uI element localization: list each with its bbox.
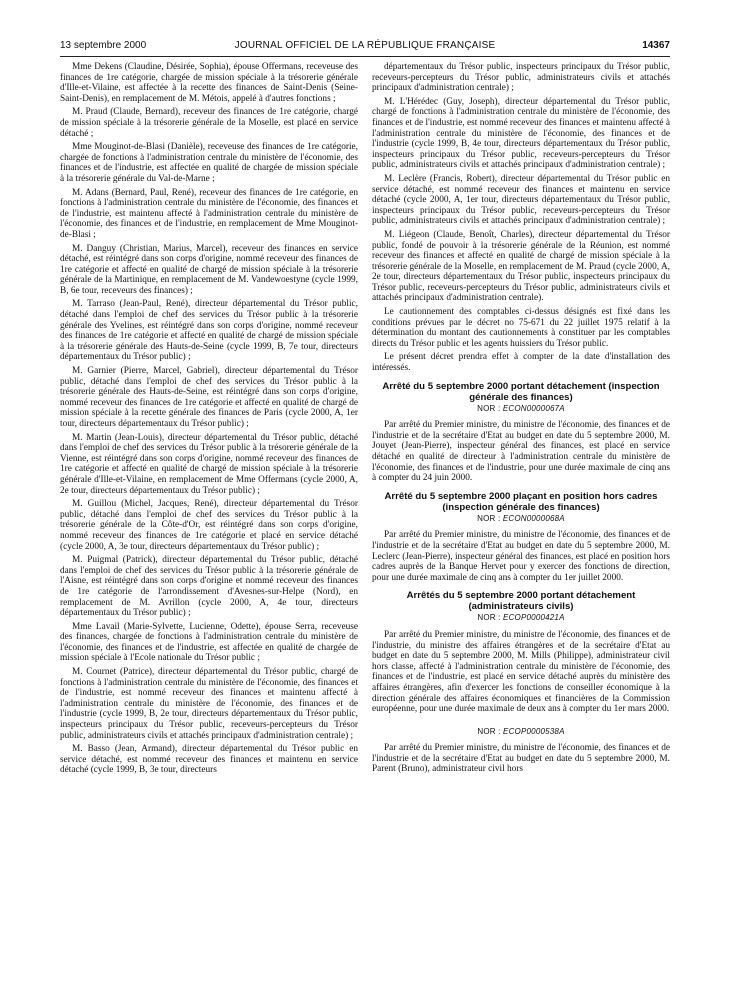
arrete-body: Par arrêté du Premier ministre, du ministre de l'économie, des finances et de l'industrie et de la secrétaire d'Etat au budget en date du 5 septembre 2000, M. Jouyet (Jean-Pierre), inspecteur général des finances, est placé en service détaché en qualité de directeur à l'administration centrale du ministère de l'économie, des finances et de l'industrie, pour une durée maximale de cinq ans à compter du 24 juin 2000. — [372, 420, 670, 484]
paragraph: Mme Dekens (Claudine, Désirée, Sophia), épouse Offermans, receveuse des finances de 1re catégorie, chargée de mission spéciale à la trésorerie générale d'Ille-et-Vilaine, est affectée à la recette des finances de Saint-Denis (Seine-Saint-Denis), en remplacement de M. Métois, appelé à d'autres fonctions ; — [60, 62, 358, 104]
nor-reference — [372, 727, 670, 738]
header-date: 13 septembre 2000 — [60, 40, 147, 51]
nor-code: ECON0000068A — [502, 513, 565, 523]
arrete-title: Arrêté du 5 septembre 2000 plaçant en position hors cadres (inspection générale des finances) — [384, 490, 658, 513]
paragraph: Le cautionnement des comptables ci-dessus désignés est fixé dans les conditions prévues par le décret no 75-671 du 22 juillet 1975 relatif à la détermination du montant des cautionnements à constituer par les comptables directs du Trésor public et les agents huissiers du Trésor public. — [372, 307, 670, 349]
arrete-section — [372, 381, 670, 484]
arrete-body: Par arrêté du Premier ministre, du ministre de l'économie, des finances et de l'industrie et de la secrétaire d'Etat au budget en date du 5 septembre 2000, M. Parent (Bruno), administrateur civil hors — [372, 743, 670, 775]
right-column — [372, 62, 670, 778]
paragraph: M. Basso (Jean, Armand), directeur départemental du Trésor public en service détaché, est nommé receveur des finances et maintenu en service détaché (cycle 1999, B, 3e tour, directeurs — [60, 744, 358, 776]
nor-code: ECOP0000421A — [503, 613, 565, 623]
paragraph: M. Danguy (Christian, Marius, Marcel), receveur des finances en service détaché, est réintégré dans son corps d'origine, nommé receveur des finances de 1re catégorie et affecté en qualité de chargé de mission spéciale à la trésorerie générale de la Martinique, en remplacement de M. Vandewoestyne (cycle 1999, B, 6e tour, receveurs des finances) ; — [60, 243, 358, 296]
paragraph: M. Praud (Claude, Bernard), receveur des finances de 1re catégorie, chargé de mission spéciale à la trésorerie générale de la Moselle, est placé en service détaché ; — [60, 107, 358, 139]
arrete-title: Arrêté du 5 septembre 2000 portant détachement (inspection générale des finances) — [382, 380, 660, 403]
page-number: 14367 — [642, 40, 670, 51]
paragraph: M. Garnier (Pierre, Marcel, Gabriel), directeur départemental du Trésor public, détaché dans l'emploi de chef des services du Trésor public à la trésorerie générale des Hauts-de-Seine, est réintégré dans son corps d'origine, nommé receveur des finances de 1re catégorie et affecté en qualité de chargé de mission spéciale à la recette générale des finances de Paris (cycle 2000, A, 1er tour, directeurs départementaux du Trésor public) ; — [60, 366, 358, 429]
nor-label: NOR : — [477, 403, 501, 413]
nor-label: NOR : — [477, 613, 501, 623]
paragraph: M. Cournet (Patrice), directeur départemental du Trésor public, chargé de fonctions à l'administration centrale du ministère de l'économie, des finances et de l'industrie, est nommé receveur des finances et maintenu affecté à l'administration centrale du ministère de l'économie, des finances et de l'industrie (cycle 1999, B, 2e tour, directeurs départementaux du Trésor public, inspecteurs principaux du Trésor public, receveurs-percepteurs du Trésor public, administrateurs civils et attachés principaux d'administration centrale) ; — [60, 667, 358, 741]
paragraph: Le présent décret prendra effet à compter de la date d'installation des intéressés. — [372, 352, 670, 374]
arrete-body: Par arrêté du Premier ministre, du ministre de l'économie, des finances et de l'industrie et de la secrétaire d'Etat au budget en date du 5 septembre 2000, M. Leclerc (Jean-Pierre), inspecteur général des finances, est placé en position hors cadres auprès de la Banque Hervet pour y exercer des fonctions de direction, pour une durée maximale de cinq ans à compter du 1er juillet 2000. — [372, 530, 670, 583]
left-column — [60, 62, 358, 779]
nor-label: NOR : — [477, 726, 501, 736]
nor-reference — [372, 404, 670, 415]
nor-reference — [372, 514, 670, 525]
paragraph: M. Puigmal (Patrick), directeur départemental du Trésor public, détaché dans l'emploi de chef des services du Trésor public à la trésorerie générale de l'Aisne, est réintégré dans son corps d'origine et nommé receveur des finances de 1re catégorie de l'arrondissement d'Avesnes-sur-Helpe (Nord), en remplacement de M. Avrillon (cycle 2000, A, 4e tour, directeurs départementaux du Trésor public) ; — [60, 555, 358, 619]
arrete-body: Par arrêté du Premier ministre, du ministre de l'économie, des finances et de l'industrie, du ministre des affaires étrangères et de la secrétaire d'Etat au budget en date du 5 septembre 2000, M. Mills (Philippe), administrateur civil hors classe, affecté à l'administration centrale du ministère de l'économie, des finances et de l'industrie, est placé en service détaché auprès du ministère des affaires étrangères, afin d'exercer les fonctions de conseiller économique à la direction générale des affaires économiques et financières de la Commission européenne, pour une durée maximale de deux ans à compter du 1er mars 2000. — [372, 629, 670, 715]
arrete-section — [372, 727, 670, 775]
nor-reference — [372, 613, 670, 624]
page-header — [60, 40, 670, 54]
nor-code: ECOP0000538A — [503, 726, 565, 736]
nor-label: NOR : — [477, 513, 501, 523]
arrete-section — [372, 590, 670, 714]
paragraph: départementaux du Trésor public, inspecteurs principaux du Trésor public, receveurs-percepteurs du Trésor public, administrateurs civils et attachés principaux d'administration centrale) ; — [372, 62, 670, 94]
journal-title: JOURNAL OFFICIEL DE LA RÉPUBLIQUE FRANÇAISE — [234, 40, 496, 51]
paragraph: M. Adans (Bernard, Paul, René), receveur des finances de 1re catégorie, en fonctions à l'administration centrale du ministère de l'économie, des finances et de l'industrie, est maintenu affecté à l'administration centrale du ministère de l'économie, des finances et de l'industrie, en remplacement de Mme Mouginot-de-Blasi ; — [60, 187, 358, 240]
nor-code: ECON0000067A — [502, 403, 565, 413]
paragraph: M. Leclère (Francis, Robert), directeur départemental du Trésor public en service détaché, est nommé receveur des finances et maintenu en service détaché (cycle 2000, A, 1er tour, directeurs départementaux du Trésor public, inspecteurs principaux du Trésor public, receveurs-percepteurs du Trésor public, administrateurs civils et attachés principaux d'administration centrale) ; — [372, 173, 670, 227]
paragraph: Mme Mouginot-de-Blasi (Danièle), receveuse des finances de 1re catégorie, chargée de fonctions à l'administration centrale du ministère de l'économie, des finances et de l'industrie, est affectée en qualité de chargée de mission spéciale à la trésorerie générale du Val-de-Marne ; — [60, 142, 358, 184]
paragraph: M. L'Hérédec (Guy, Joseph), directeur départemental du Trésor public, chargé de fonctions à l'administration centrale du ministère de l'économie, des finances et de l'industrie, est nommé receveur des finances et maintenu affecté à l'administration centrale du ministère de l'économie, des finances et de l'industrie (cycle 1999, B, 4e tour, directeurs départementaux du Trésor public, inspecteurs principaux du Trésor public, receveurs-percepteurs du Trésor public, administrateurs civils et attachés principaux d'administration centrale) ; — [372, 96, 670, 171]
paragraph: M. Guillou (Michel, Jacques, René), directeur départemental du Trésor public, détaché dans l'emploi de chef des services du Trésor public à la trésorerie générale de la Côte-d'Or, est réintégré dans son corps d'origine, nommé receveur des finances de 1re catégorie et placé en service détaché (cycle 2000, A, 3e tour, directeurs départementaux du Trésor public) ; — [60, 499, 358, 552]
arrete-title: Arrêtés du 5 septembre 2000 portant détachement (administrateurs civils) — [406, 590, 636, 613]
arrete-section — [372, 491, 670, 584]
header-rule — [60, 56, 670, 57]
paragraph: M. Tarraso (Jean-Paul, René), directeur départemental du Trésor public, détaché dans l'emploi de chef des services du Trésor public à la trésorerie générale des Yvelines, est réintégré dans son corps d'origine, nommé receveur des finances de 1re catégorie et affecté en qualité de chargé de mission spéciale à la trésorerie générale des Hauts-de-Seine (cycle 1999, B, 7e tour, directeurs départementaux du Trésor public) ; — [60, 299, 358, 363]
paragraph: M. Liégeon (Claude, Benoît, Charles), directeur départemental du Trésor public, fondé de pouvoir à la trésorerie générale de la Réunion, est nommé receveur des finances et affecté en qualité de chargé de mission spéciale à la trésorerie générale de la Moselle, en remplacement de M. Praud (cycle 2000, A, 2e tour, directeurs départementaux du Trésor public, inspecteurs principaux du Trésor public, receveurs-percepteurs du Trésor public, administrateurs civils et attachés principaux d'administration centrale). — [372, 229, 670, 304]
paragraph: M. Martin (Jean-Louis), directeur départemental du Trésor public, détaché dans l'emploi de chef des services du Trésor public à la trésorerie générale de la Vienne, est réintégré dans son corps d'origine, nommé receveur des finances de 1re catégorie et affecté en qualité de chargé de mission spéciale à la trésorerie générale d'Ille-et-Vilaine, en remplacement de Mme Offermans (cycle 2000, A, 2e tour, directeurs départementaux du Trésor public) ; — [60, 432, 358, 496]
paragraph: Mme Lavail (Marie-Sylvette, Lucienne, Odette), épouse Serra, receveuse des finances, chargée de fonctions à l'administration centrale du ministère de l'économie, des finances et de l'industrie, est affectée en qualité de chargée de mission spéciale à l'Ecole nationale du Trésor public ; — [60, 621, 358, 664]
